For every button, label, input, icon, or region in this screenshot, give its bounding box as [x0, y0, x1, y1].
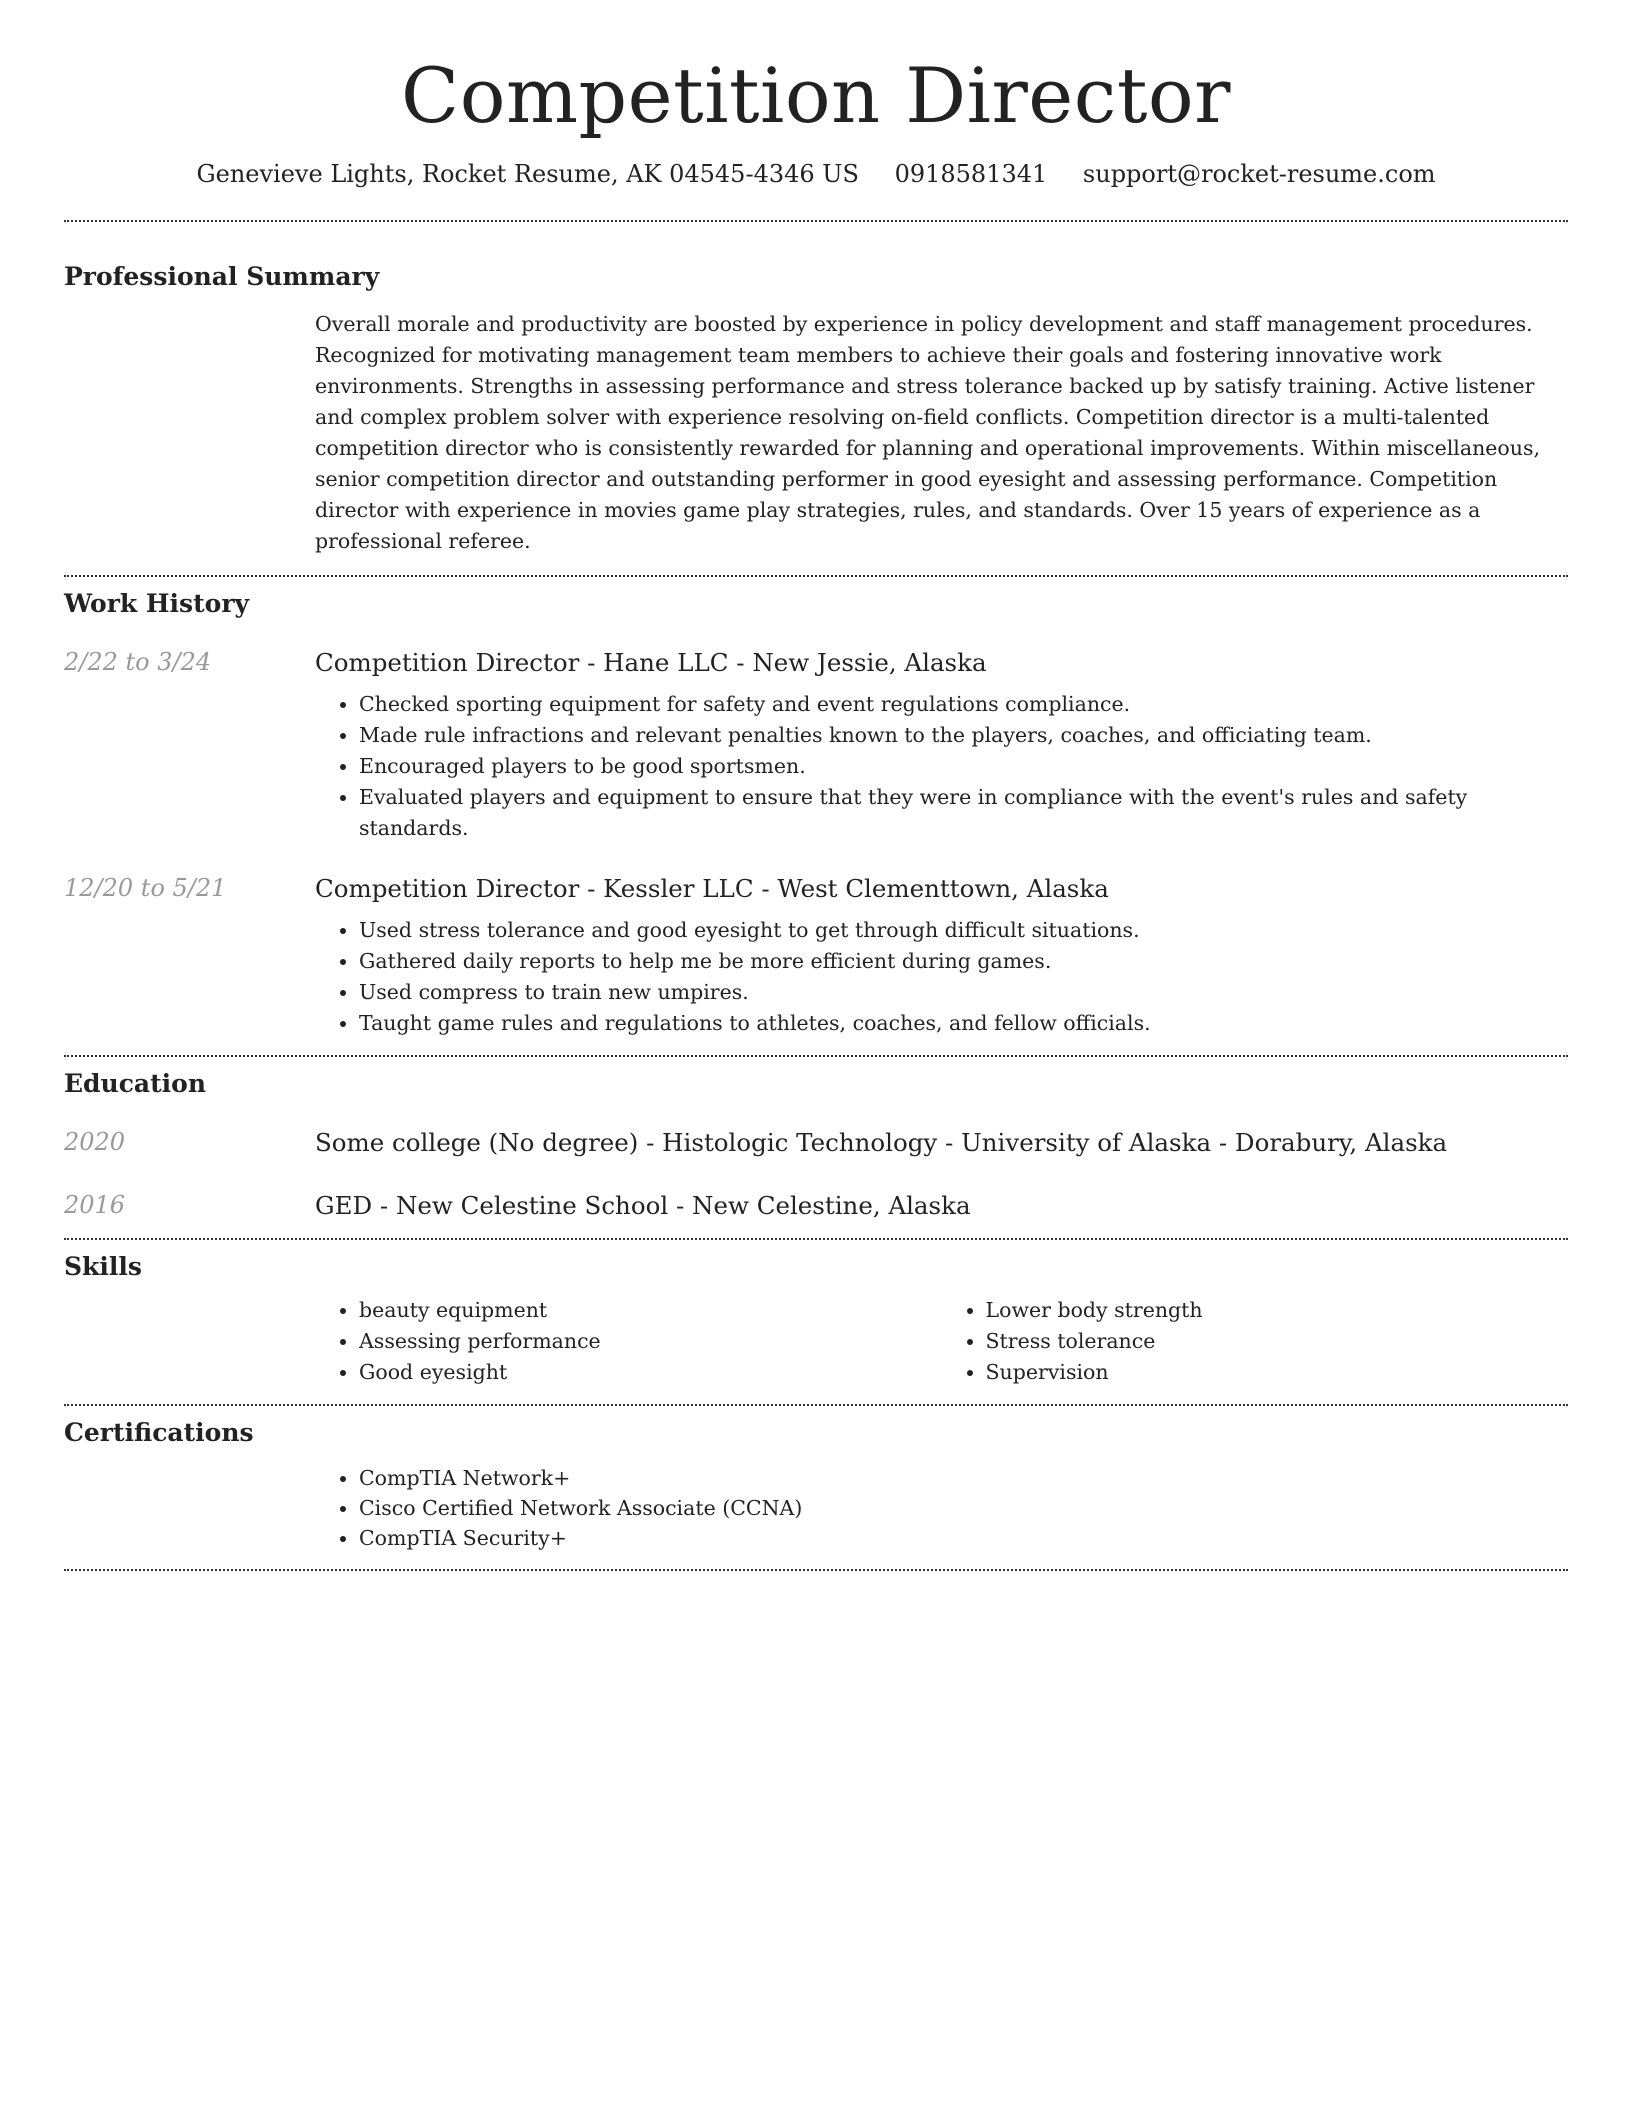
contact-line — [64, 160, 1568, 188]
education-year: 2020 — [64, 1127, 126, 1156]
job-title: Competition Director - Hane LLC - New Jessie, Alaska — [315, 647, 987, 677]
list-item: • Made rule infractions and relevant penalties known to the players, coaches, and officiating team. — [359, 720, 1568, 751]
contact-phone: 0918581341 — [894, 159, 1048, 188]
education-text: GED - New Celestine School - New Celestine, Alaska — [315, 1190, 971, 1220]
education-year: 2016 — [64, 1190, 126, 1219]
list-item: • Checked sporting equipment for safety and event regulations compliance. — [359, 689, 1568, 720]
skill-item: • Lower body strength — [986, 1295, 1569, 1326]
job-body — [315, 648, 1568, 844]
certifications-section — [64, 1406, 1568, 1569]
skill-item: • Assessing performance — [359, 1326, 942, 1357]
contact-address: Genevieve Lights, Rocket Resume, AK 04545-4346 US — [196, 159, 859, 188]
page-title: Competition Director — [401, 51, 1231, 140]
list-item: • Gathered daily reports to help me be more efficient during games. — [359, 946, 1568, 977]
certifications-heading: Certifications — [64, 1417, 254, 1447]
skill-item: • beauty equipment — [359, 1295, 942, 1326]
job-entry — [64, 874, 1568, 1039]
work-heading: Work History — [64, 588, 250, 618]
skills-columns — [315, 1295, 1568, 1388]
skills-list-left — [315, 1295, 942, 1388]
list-item: • Used stress tolerance and good eyesight to get through difficult situations. — [359, 915, 1568, 946]
certifications-list-wrap — [315, 1463, 1568, 1553]
education-heading: Education — [64, 1068, 207, 1098]
summary-heading: Professional Summary — [64, 261, 380, 291]
list-item: • Encouraged players to be good sportsmen. — [359, 751, 1568, 782]
job-body — [315, 874, 1568, 1039]
education-section — [64, 1057, 1568, 1238]
certification-item: • CompTIA Security+ — [359, 1523, 1568, 1553]
skills-list-right — [942, 1295, 1569, 1388]
skill-item: • Good eyesight — [359, 1357, 942, 1388]
job-bullets — [315, 689, 1568, 844]
job-entry — [64, 648, 1568, 844]
contact-email: support@rocket-resume.com — [1082, 159, 1436, 188]
list-item: • Evaluated players and equipment to ensure that they were in compliance with the event's rules and safety standards. — [359, 782, 1568, 844]
certification-item: • CompTIA Network+ — [359, 1463, 1568, 1493]
skills-section — [64, 1240, 1568, 1404]
education-entry — [64, 1191, 1568, 1220]
skill-item: • Supervision — [986, 1357, 1569, 1388]
certifications-list — [315, 1463, 1568, 1553]
job-title: Competition Director - Kessler LLC - West Clementtown, Alaska — [315, 873, 1109, 903]
summary-text: Overall morale and productivity are boosted by experience in policy development and staff management procedures. Recognized for motivating management team members to achieve their goals and fostering innovative work environments. Strengths in assessing performance and stress tolerance backed up by satisfy training. Active listener and complex problem solver with experience resolving on-field conflicts. Competition director is a multi-talented competition director who is consistently rewarded for planning and operational improvements. Within miscellaneous, senior competition director and outstanding performer in good eyesight and assessing performance. Competition director with experience in movies game play strategies, rules, and standards. Over 15 years of experience as a professional referee. — [315, 311, 1541, 553]
job-bullets — [315, 915, 1568, 1039]
education-entry — [64, 1128, 1568, 1157]
job-dates: 2/22 to 3/24 — [64, 647, 212, 676]
summary-section — [64, 222, 1568, 575]
skills-heading: Skills — [64, 1251, 142, 1281]
job-dates: 12/20 to 5/21 — [64, 873, 227, 902]
list-item: • Used compress to train new umpires. — [359, 977, 1568, 1008]
divider — [64, 1569, 1568, 1571]
certification-item: • Cisco Certified Network Associate (CCNA) — [359, 1493, 1568, 1523]
work-section — [64, 577, 1568, 1055]
list-item: • Taught game rules and regulations to athletes, coaches, and fellow officials. — [359, 1008, 1568, 1039]
skill-item: • Stress tolerance — [986, 1326, 1569, 1357]
education-text: Some college (No degree) - Histologic Technology - University of Alaska - Dorabury, Alaska — [315, 1127, 1448, 1157]
